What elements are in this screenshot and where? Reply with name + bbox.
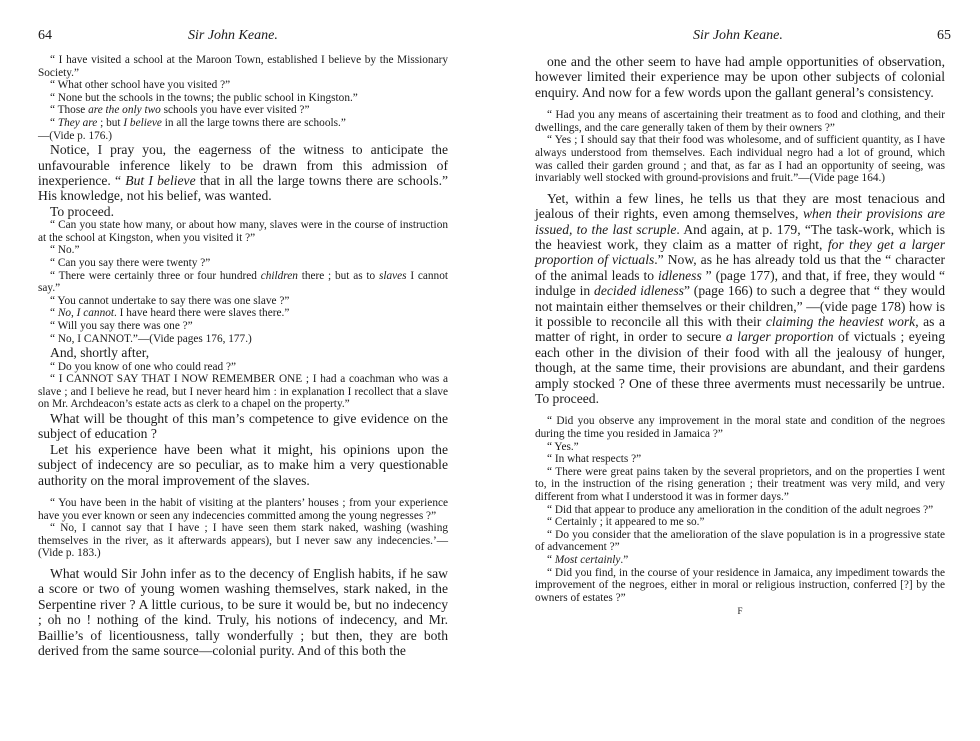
paragraph: “ There were certainly three or four hundred children there ; but as to slaves I cannot say.” — [38, 269, 448, 295]
paragraph: “ No, I CANNOT.”—(Vide pages 176, 177.) — [50, 332, 252, 345]
paragraph: “ None but the schools in the towns; the public school in Kingston.” — [50, 91, 358, 104]
paragraph: Let his experience have been what it might, his opinions upon the subject of indecency are so peculiar, as to make him a very questionable authority on the moral improvement of the slaves. — [38, 441, 448, 488]
paragraph: Notice, I pray you, the eagerness of the witness to anticipate the unfavourable inference likely to be drawn from this admission of inexperience. “ But I believe that in all the large towns there are schools.” His knowledge, not his belief, was wanted. — [38, 142, 449, 204]
paragraph: Yet, within a few lines, he tells us that they are most tenacious and jealous of their rights, even among themselves, when their provisions are issued, to the last scruple. And again, at p. 179, “The task-work, which is the heaviest work, they claim as a matter of right, for they get a larger proportion of victuals.” Now, as he has already told us that the “ character of the animal leads to idleness ” (page 177), and that, if free, they would “ indulge in decided idleness” (page 166) to such a degree that “ they would not maintain either themselves or their children,” —(vide page 178) how is it possible to reconcile all this with their claiming the heaviest work, as a matter of right, in order to secure a larger proportion of victuals ; eyeing each other in the division of their food with all the jealousy of hunger, though, at the same time, their provisions are abundant, and their gardens amply stocked ? One of these three averments must necessarily be untrue. To proceed. — [535, 190, 946, 407]
signature-mark: F — [737, 606, 743, 617]
paragraph: “ Do you consider that the amelioration of the slave population is in a progressive state of advancement ?” — [535, 528, 945, 554]
right-page-text — [535, 54, 945, 604]
paragraph: To proceed. — [50, 203, 114, 219]
paragraph: “ Did that appear to produce any amelioration in the condition of the adult negroes ?” — [547, 503, 934, 516]
paragraph: “ They are ; but I believe in all the large towns there are schools.” — [50, 116, 346, 129]
paragraph: “ No, I cannot say that I have ; I have seen them stark naked, washing (washing themselves in the river, as it afterwards appears), but I never saw any indecencies.’—(Vide p. 183.) — [38, 522, 448, 560]
paragraph: “ No.” — [50, 244, 80, 257]
paragraph: —(Vide p. 176.) — [38, 129, 112, 142]
paragraph: What will be thought of this man’s competence to give evidence on the subject of education ? — [38, 410, 448, 442]
paragraph: “ No, I cannot. I have heard there were slaves there.” — [50, 307, 290, 320]
paragraph: “ I have visited a school at the Maroon Town, established I believe by the Missionary Society.” — [38, 54, 448, 79]
paragraph: “ There were great pains taken by the several proprietors, and on the properties I went to, in the instruction of the rising generation ; their treatment was very mild, and very different from what I understood it was in former days.” — [535, 465, 945, 504]
paragraph: “ Most certainly.” — [547, 554, 629, 566]
paragraph: “ Did you observe any improvement in the moral state and condition of the negroes during the time you resided in Jamaica ?” — [535, 415, 945, 441]
page-number: 65 — [937, 28, 951, 43]
right-page-header — [535, 28, 951, 50]
paragraph: “ Those are the only two schools you have ever visited ?” — [50, 104, 310, 117]
paragraph: “ Certainly ; it appeared to me so.” — [547, 516, 705, 529]
left-page — [38, 28, 448, 658]
paragraph: “ In what respects ?” — [547, 453, 642, 466]
paragraph: “ Will you say there was one ?” — [50, 319, 193, 332]
paragraph: What would Sir John infer as to the decency of English habits, if he saw a score or two of young women washing themselves, stark naked, in the Serpentine river ? A little curious, to be sure it would be, but no indecency ; oh no ! nothing of the kind. Truly, his notions of indecency, and Mr. Baillie’s of licentiousness, tally wonderfully ; but then, they are both derived from the same source—colonial purity. And of this both the — [38, 565, 448, 658]
running-head: Sir John Keane. — [188, 28, 278, 43]
paragraph: “ Had you any means of ascertaining their treatment as to food and clothing, and their dwellings, and the care generally taken of them by their owners ?” — [535, 109, 945, 134]
paragraph: “ Can you state how many, or about how many, slaves were in the course of instruction at the school at Kingston, when you visited it ?” — [38, 219, 448, 244]
paragraph: “ Yes ; I should say that their food was wholesome, and of sufficient quantity, as I have always understood from themselves. Each individual negro had a lot of ground, which was called their garden ground ; and that, as far as I had an opportunity of seeing, was invariably well stocked with ground-provisions and fruit.”—(Vide page 164.) — [535, 134, 945, 185]
paragraph: “ Did you find, in the course of your residence in Jamaica, any impediment towards the improvement of the negroes, either in moral or religious instruction, conferred [?] by the owners of estates ?” — [535, 566, 945, 604]
paragraph: “ What other school have you visited ?” — [50, 79, 231, 92]
paragraph: one and the other seem to have had ample opportunities of observation, however limited their experience may be upon other subjects of colonial enquiry. And now for a few words upon the gallant general’s consistency. — [535, 54, 945, 100]
left-page-text — [38, 54, 448, 658]
paragraph: “ Can you say there were twenty ?” — [50, 256, 211, 269]
paragraph: And, shortly after, — [50, 345, 150, 361]
paragraph: “ Yes.” — [547, 440, 579, 453]
left-page-header — [38, 28, 448, 50]
right-page — [535, 28, 951, 617]
running-head: Sir John Keane. — [693, 28, 783, 43]
paragraph: “ You cannot undertake to say there was one slave ?” — [50, 294, 290, 307]
paragraph: “ Do you know of one who could read ?” — [50, 360, 237, 373]
paragraph: “ You have been in the habit of visiting at the planters’ houses ; from your experience have you ever known or seen any indecencies committed among the young negresses ?” — [38, 496, 448, 522]
page-number: 64 — [38, 28, 52, 43]
paragraph: “ I CANNOT SAY THAT I NOW REMEMBER ONE ; I had a coachman who was a slave ; and I believe he read, but I never heard him : in explanation I recollect that a slave on Mr. Archdeacon’s estate acts as clerk to a chapel on the property.” — [38, 373, 448, 411]
